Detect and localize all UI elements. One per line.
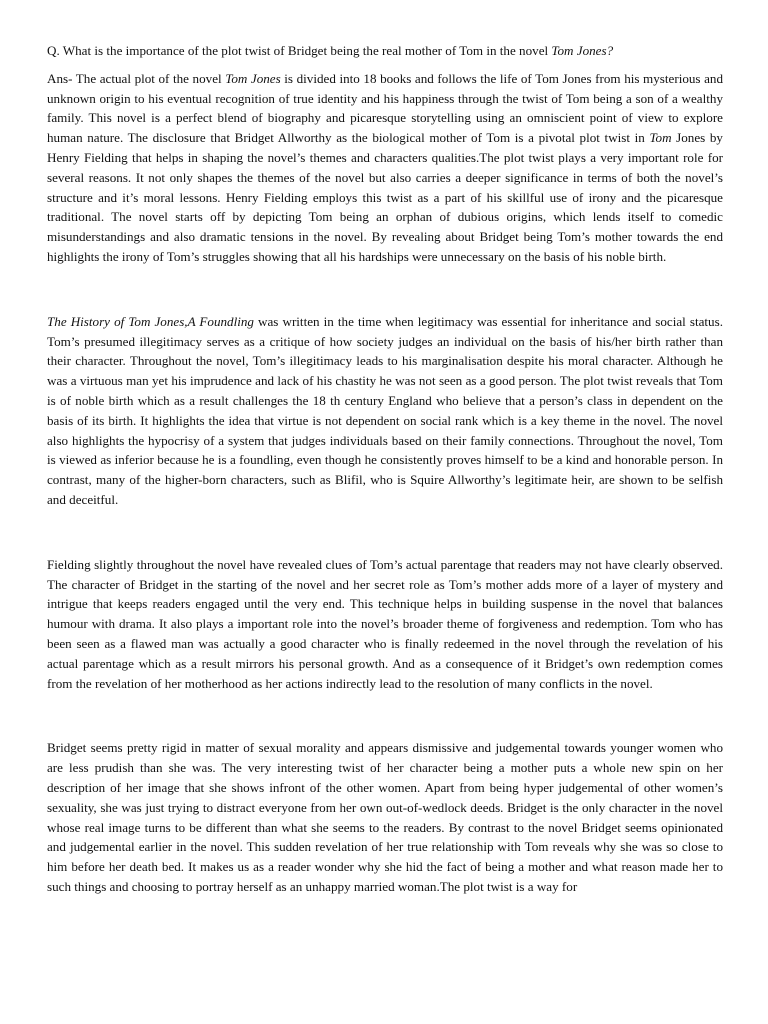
answer-paragraph-2: [47, 312, 723, 510]
p1-text-e: Jones by Henry Fielding that helps in shaping the novel’s themes and characters qualities.The plot twist plays a very important role for several reasons. It not only shapes the themes of the novel but also carries a deeper significance in terms of both the novel’s structure and it’s moral lessons. Henry Fielding employs this twist as a part of his skillful use of irony and the picaresque traditional. The novel starts off by depicting Tom being an orphan of dubious origins, which lends itself to comedic misunderstandings and also dramatic tensions in the novel. By revealing about Bridget being Tom’s mother towards the end highlights the irony of Tom’s struggles showing that all his hardships were unnecessary on the basis of his noble birth.: [47, 130, 723, 264]
question-text: Q. What is the importance of the plot twist of Bridget being the real mother of Tom in the novel: [47, 43, 552, 58]
p2-italic-title: The History of Tom Jones,A Foundling: [47, 313, 254, 329]
p1-text-c: is divided into 18 books and follows the life of Tom Jones from his mysterious and unknown origin to his eventual recognition of true identity and his happiness through the twist of Tom being a son of a wealthy family. This novel is a perfect blend of biography and picaresque storytelling using an omniscient point of view to explore human nature. The disclosure that Bridget Allworthy as the biological mother of Tom is a pivotal plot twist in: [47, 70, 723, 146]
document-page: [47, 41, 723, 897]
question-novel-title: Tom Jones?: [551, 43, 614, 58]
answer-paragraph-4: Bridget seems pretty rigid in matter of sexual morality and appears dismissive and judgemental towards younger women who are less prudish than she was. The very interesting twist of her character being a mother puts a whole new spin on her description of her image that she shows infront of the other women. Apart from being hyper judgemental of other women’s sexuality, she was just trying to distract everyone from her own out-of-wedlock deeds. Bridget is the only character in the novel whose real image turns to be different than what she seems to the readers. By contrast to the novel Bridget seems opinionated and judgemental earlier in the novel. This sudden revelation of her true relationship with Tom reveals why she was so close to him before her death bed. It makes us as a reader wonder why she hid the fact of being a mother and what reason made her to such things and choosing to portray herself as an unhappy married woman.The plot twist is a way for: [47, 740, 723, 894]
answer-paragraph-3: Fielding slightly throughout the novel have revealed clues of Tom’s actual parentage that readers may not have clearly observed. The character of Bridget in the starting of the novel and her secret role as Tom’s mother adds more of a layer of mystery and intrigue that keeps readers engaged until the very end. This technique helps in building suspense in the novel that balances humour with drama. It also plays a important role into the novel’s broader theme of forgiveness and redemption. Tom who has been seen as a flawed man was actually a good character who is finally redeemed in the novel through the revelation of his actual parentage which as a result mirrors his personal growth. And as a consequence of it Bridget’s own redemption comes from the revelation of her motherhood as her actions indirectly lead to the resolution of many conflicts in the novel.: [47, 556, 723, 691]
p1-italic-title: Tom Jones: [225, 70, 281, 86]
p1-italic-tom: Tom: [649, 130, 672, 146]
p1-text-a: Ans- The actual plot of the novel: [47, 70, 226, 86]
question-heading: [47, 41, 723, 61]
answer-paragraph-1: [47, 69, 723, 267]
p2-text-b: was written in the time when legitimacy was essential for inheritance and social status. Tom’s presumed illegitimacy serves as a critique of how society judges an individual on the basis of his/her birth rather than their character. Throughout the novel, Tom’s illegitimacy leads to his marginalisation despite his moral character. Although he was a virtuous man yet his imprudence and lack of his chastity he was not seen as a good person. The plot twist reveals that Tom is of noble birth which as a result challenges the 18 th century England who believe that a person’s class in dependent on the basis of its birth. It highlights the idea that virtue is not dependent on social rank which is a key theme in the novel. The novel also highlights the hypocrisy of a system that judges individuals based on their family connections. Throughout the novel, Tom is viewed as inferior because he is a foundling, even though he consistently proves himself to be a kind and honorable person. In contrast, many of the higher-born characters, such as Blifil, who is Squire Allworthy’s legitimate heir, are shown to be selfish and deceitful.: [47, 313, 723, 507]
